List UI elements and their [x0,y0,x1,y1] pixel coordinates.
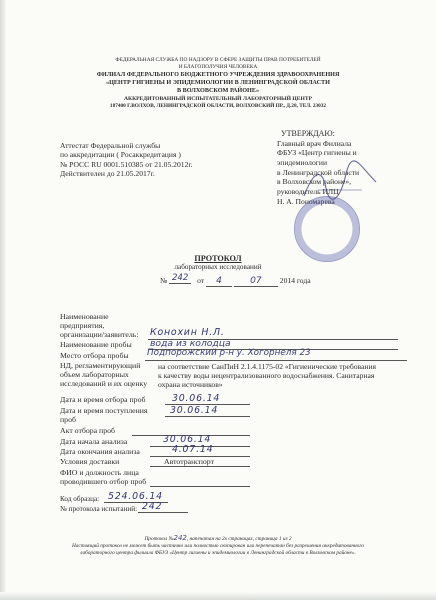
branch-name: ФИЛИАЛ ФЕДЕРАЛЬНОГО БЮДЖЕТНОГО УЧРЕЖДЕНИЯ ЗДРАВООХРАНЕНИЯ [96,71,340,78]
sampler-label: ФИО и должность лица [60,468,139,477]
receipt-date-value: 30.06.14 [170,405,219,416]
sample-code-label: Код образца: [60,495,100,503]
sample-code-value: 524.06.14 [108,491,163,502]
accreditation-line: по аккредитации ( Росаккредитация ) [60,150,181,160]
footer-text: , напечатан на 2х страницах, страница 1 из 2 [186,536,292,542]
analysis-end-value: 4.07.14 [172,444,214,455]
protocol-no-underline [138,512,188,513]
footer-protocol-number: 242 [173,534,187,542]
lab-name: АККРЕДИТОВАННЫЙ ИСПЫТАТЕЛЬНЫЙ ЛАБОРАТОРНЫЙ ЦЕНТР [123,96,313,102]
protocol-year: 2014 года [279,276,311,285]
agency-name-sub: И БЛАГОПОЛУЧИЯ ЧЕЛОВЕКА [178,64,258,70]
footer-text: Протокол № [144,536,174,542]
sample-value: вода из колодца [150,338,231,349]
protocol-subtitle: лабораторных исследований [174,263,262,271]
delivery-label: Условия доставки [60,457,120,466]
org-label: Наименование [60,312,109,321]
receipt-date-underline [165,416,250,417]
official-seal [294,196,360,262]
nd-value: на соответствие СанПиН 2.1.4.1175-02 «Гигиенические требования [158,362,377,371]
org-label: организации/заявитель: [60,330,139,339]
approval-line: в Волховском районе», [277,177,352,187]
nd-label: НД, регламентирующий [60,361,141,370]
analysis-end-label: Дата окончания анализа [60,447,140,456]
place-value: Подпорожский р-н у. Хогорнеля 23 [147,348,311,358]
approver-signature [300,160,380,204]
approval-line: руководитель ИЛЦ [277,187,339,197]
nd-value: охрана источников» [158,380,223,389]
org-label: предприятия, [60,321,105,330]
number-label: № [160,276,168,285]
approval-line: эпидемиологии [277,158,328,168]
protocol-no-label: № протокола испытаний: [60,505,138,513]
analysis-start-label: Дата начала анализа [60,437,128,446]
approval-line: в Ленинградской области [277,167,360,177]
approval-title: УТВЕРЖДАЮ: [281,129,335,138]
nd-label: объем лабораторных [60,370,129,379]
act-label: Акт отбора проб [60,426,115,435]
sampling-date-value: 30.06.14 [172,393,221,404]
sample-label: Наименование пробы [60,340,132,349]
protocol-title: ПРОТОКОЛ [194,254,242,263]
delivery-value: Автотранспорт [164,457,214,466]
org-value: Конохин Н.Л. [150,327,225,338]
footer-copy-notice: Настоящий протокол не может быть частично или полностью скопирован или перепечатан без разрешения аккредитованного [71,543,365,549]
protocol-month: 07 [234,276,278,287]
protocol-number: 242 [169,273,191,284]
nd-value: к качеству воды нецентрализованного водоснабжения. Санитарная [158,371,375,380]
sampler-underline [150,486,250,487]
from-label: от [197,276,205,285]
approval-line: Главный врач Филиала [277,138,352,148]
accreditation-line: Аттестат Федеральной службы [60,141,161,150]
place-underline [145,360,407,361]
receipt-date-label: проб [60,415,76,424]
accreditation-number: № РОСС RU 0001.510385 от 21.05.2012г. [60,159,193,169]
approver-name: Н. А. Пономарева [277,196,335,206]
accreditation-block [60,141,193,178]
agency-name: ФЕДЕРАЛЬНАЯ СЛУЖБА ПО НАДЗОРУ В СФЕРЕ ЗАЩИТЫ ПРАВ ПОТРЕБИТЕЛЕЙ [115,57,321,63]
footer-copy-notice: лабораторного центра филиала ФБУЗ «Центр гигиены и эпидемиологии в Ленинградской области в Волховском районе». [80,550,356,556]
page-bottom-shadow [0,592,436,600]
accreditation-validity: Действителен до 21.05.2017г. [60,168,155,178]
sampling-date-label: Дата и время отбора проб [60,395,146,404]
approval-line: ФБУЗ «Центр гигиены и [277,148,357,158]
sampler-label: проводившего отбор проб [60,477,147,486]
lab-address: 187400 Г.ВОЛХОВ, ЛЕНИНГРАДСКОЙ ОБЛАСТИ, ВОЛХОВСКИЙ ПР., Д.28, ТЕЛ. 23032 [109,103,327,109]
footer-page-info [0,534,436,542]
district-name: В ВОЛХОВСКОМ РАЙОНЕ» [176,87,260,94]
protocol-no-value: 242 [142,501,163,512]
place-label: Место отбора пробы [60,351,129,360]
protocol-number-line [160,273,311,287]
protocol-day: 4 [206,276,232,287]
delivery-underline [150,466,250,467]
nd-label: исследований и их оценку [60,379,148,388]
receipt-date-label: Дата и время поступления [60,406,148,415]
analysis-start-value: 30.06.14 [163,434,212,445]
center-name: «ЦЕНТР ГИГИЕНЫ И ЭПИДЕМИОЛОГИИ В ЛЕНИНГРАДСКОЙ ОБЛАСТИ [105,79,330,86]
